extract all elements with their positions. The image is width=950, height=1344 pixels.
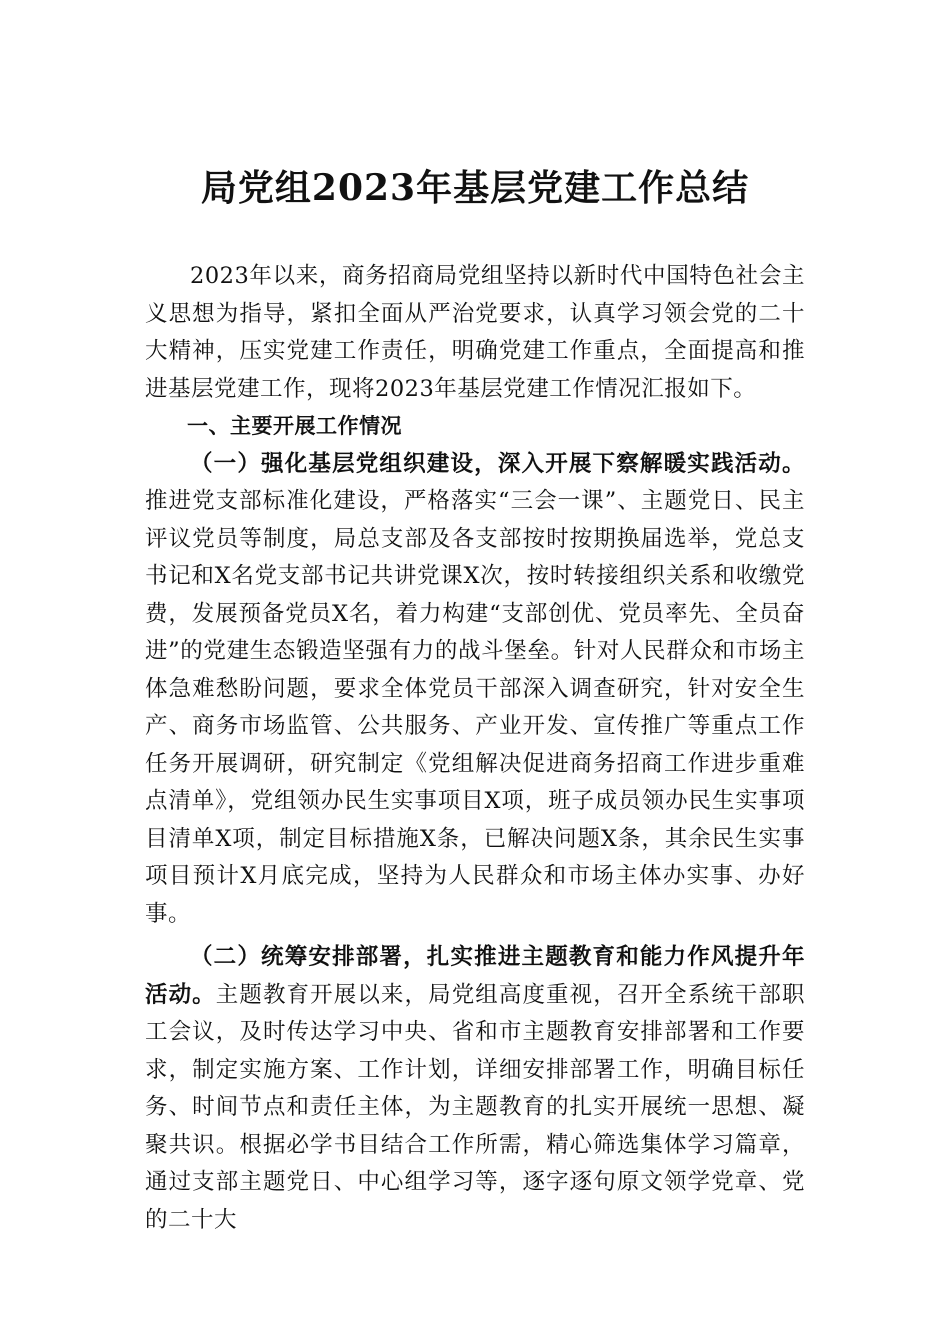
section-heading: 一、主要开展工作情况 [187,414,402,438]
item-2-paragraph [145,939,805,1239]
document-body [145,258,805,1239]
item-2-text: 主题教育开展以来，局党组高度重视，召开全系统干部职工会议，及时传达学习中央、省和市主题教育安排部署和工作要求，制定实施方案、工作计划，详细安排部署工作，明确目标任务、时间节点和责任主体，为主题教育的扎实开展统一思想、凝聚共识。根据必学书目结合工作所需，精心筛选集体学习篇章，通过支部主题党日、中心组学习等，逐字逐句原文领学党章、党的二十大 [145,981,805,1233]
item-1-paragraph [145,446,805,934]
item-1-lead: （一）强化基层党组织建设，深入开展下察解暖实践活动。 [190,450,805,477]
item-2-lead: （二）统筹安排部署，扎实推进主题教育和能力作风提升年活动。 [145,944,805,1008]
document-title: 局党组2023年基层党建工作总结 [200,167,750,209]
item-1-text: 推进党支部标准化建设，严格落实“三会一课”、主题党日、民主评议党员等制度，局总支部及各支部按时按期换届选举，党总支书记和X名党支部书记共讲党课X次，按时转接组织关系和收缴党费，发展预备党员X名，着力构建“支部创优、党员率先、全员奋进”的党建生态锻造坚强有力的战斗堡垒。针对人民群众和市场主体急难愁盼问题，要求全体党员干部深入调查研究，针对安全生产、商务市场监管、公共服务、产业开发、宣传推广等重点工作任务开展调研，研究制定《党组解决促进商务招商工作进步重难点清单》，党组领办民生实事项目X项，班子成员领办民生实事项目清单X项，制定目标措施X条，已解决问题X条，其余民生实事项目预计X月底完成，坚持为人民群众和市场主体办实事、办好事。 [145,488,805,927]
intro-paragraph: 2023年以来，商务招商局党组坚持以新时代中国特色社会主义思想为指导，紧扣全面从严治党要求，认真学习领会党的二十大精神，压实党建工作责任，明确党建工作重点，全面提高和推进基层党建工作，现将2023年基层党建工作情况汇报如下。 [145,263,805,402]
